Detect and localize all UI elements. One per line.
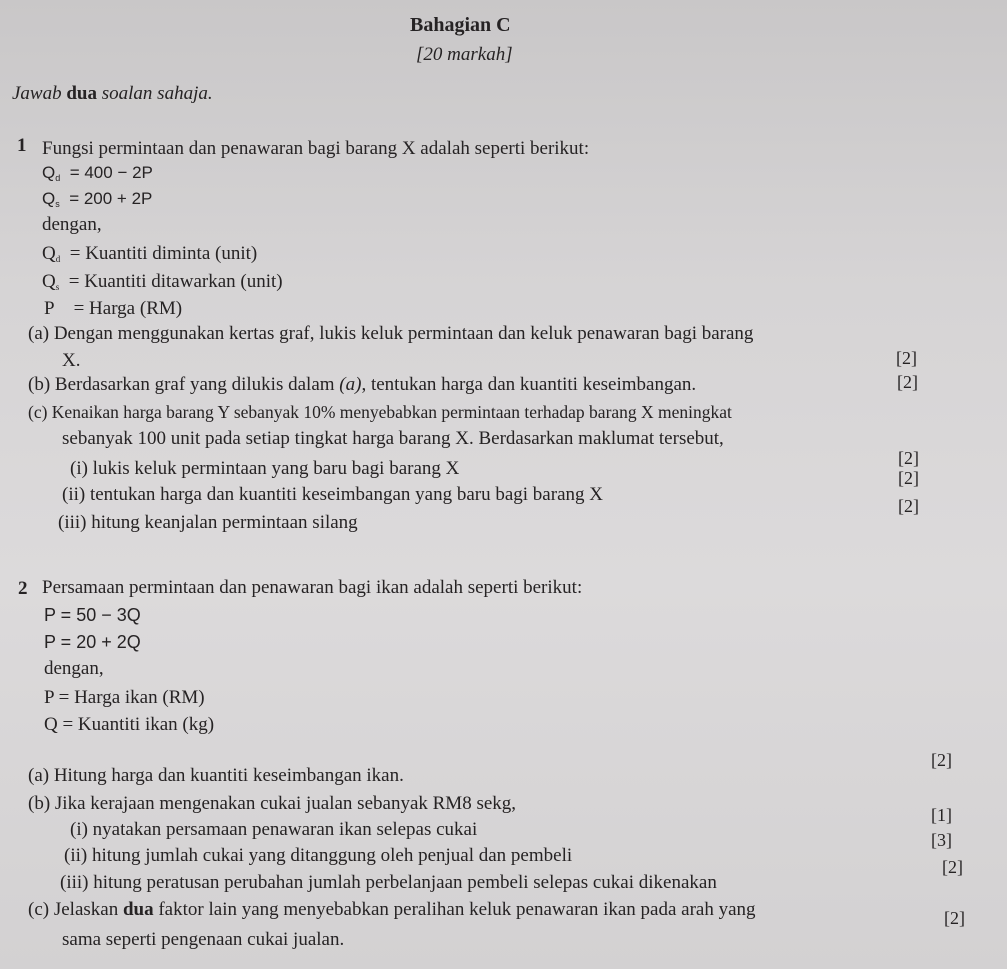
q1c-ii: (ii) tentukan harga dan kuantiti keseimbangan yang baru bagi barang X [62, 484, 603, 505]
q1c-i-mark: [2] [898, 448, 919, 468]
q2a: (a) Hitung harga dan kuantiti keseimbangan ikan. [28, 765, 404, 786]
q1-supply-equation: $Q_s = 200 + 2P$ [42, 189, 153, 209]
q1c-line2: sebanyak 100 unit pada setiap tingkat harga barang X. Berdasarkan maklumat tersebut, [62, 428, 724, 449]
q1-def-qs: $Q_s$ = Kuantiti ditawarkan (unit) [42, 271, 283, 292]
q2b-ii: (ii) hitung jumlah cukai yang ditanggung oleh penjual dan pembeli [64, 845, 573, 866]
q2-intro: Persamaan permintaan dan penawaran bagi ikan adalah seperti berikut: [42, 577, 583, 598]
q1-def-p: P = Harga (RM) [44, 298, 183, 319]
q1b-mark: [2] [897, 372, 918, 392]
q2-supply-equation: P = 20 + 2Q [44, 632, 141, 652]
q1a-line2: X. [62, 350, 81, 371]
q2c-line2: sama seperti pengenaan cukai jualan. [62, 929, 345, 950]
q1c-iii: (iii) hitung keanjalan permintaan silang [58, 512, 358, 533]
q1a-mark: [2] [896, 348, 917, 368]
q1c-line1: (c) Kenaikan harga barang Y sebanyak 10% menyebabkan permintaan terhadap barang X meningkat [28, 402, 732, 422]
q1-demand-equation: $Q_d = 400 - 2P$ [42, 163, 153, 183]
q2b-ii-mark: [3] [931, 830, 952, 850]
q2b-iii-mark: [2] [942, 857, 963, 877]
q1-dengan: dengan, [42, 214, 102, 235]
q2-def-p: P = Harga ikan (RM) [44, 687, 205, 708]
q1a-line1: (a) Dengan menggunakan kertas graf, lukis keluk permintaan dan keluk penawaran bagi barang [28, 323, 754, 344]
q1c-iii-mark: [2] [898, 496, 919, 516]
q2b-i-mark: [1] [931, 805, 952, 825]
q1-intro: Fungsi permintaan dan penawaran bagi barang X adalah seperti berikut: [42, 138, 590, 159]
q1c-ii-mark: [2] [898, 468, 919, 488]
q1b: (b) Berdasarkan graf yang dilukis dalam (a), tentukan harga dan kuantiti keseimbangan. [28, 374, 697, 395]
q2-dengan: dengan, [44, 658, 104, 679]
q2b: (b) Jika kerajaan mengenakan cukai jualan sebanyak RM8 sekg, [28, 793, 517, 814]
q1-def-qd: $Q_d$ = Kuantiti diminta (unit) [42, 243, 258, 264]
q2b-iii: (iii) hitung peratusan perubahan jumlah perbelanjaan pembeli selepas cukai dikenakan [60, 872, 717, 893]
q2c-mark: [2] [944, 908, 965, 928]
q1c-i: (i) lukis keluk permintaan yang baru bagi barang X [70, 458, 460, 479]
section-title: Bahagian C [410, 14, 511, 36]
q2a-mark: [2] [931, 750, 952, 770]
q2-number: 2 [18, 578, 28, 599]
q2c-line1: (c) Jelaskan dua faktor lain yang menyebabkan peralihan keluk penawaran ikan pada arah yang [28, 899, 756, 920]
q2-def-q: Q = Kuantiti ikan (kg) [44, 714, 215, 735]
q2-demand-equation: P = 50 − 3Q [44, 605, 141, 625]
instruction: Jawab dua soalan sahaja. [12, 83, 213, 104]
section-marks: [20 markah] [416, 44, 513, 65]
q1-number: 1 [17, 135, 27, 156]
q2b-i: (i) nyatakan persamaan penawaran ikan selepas cukai [70, 819, 478, 840]
